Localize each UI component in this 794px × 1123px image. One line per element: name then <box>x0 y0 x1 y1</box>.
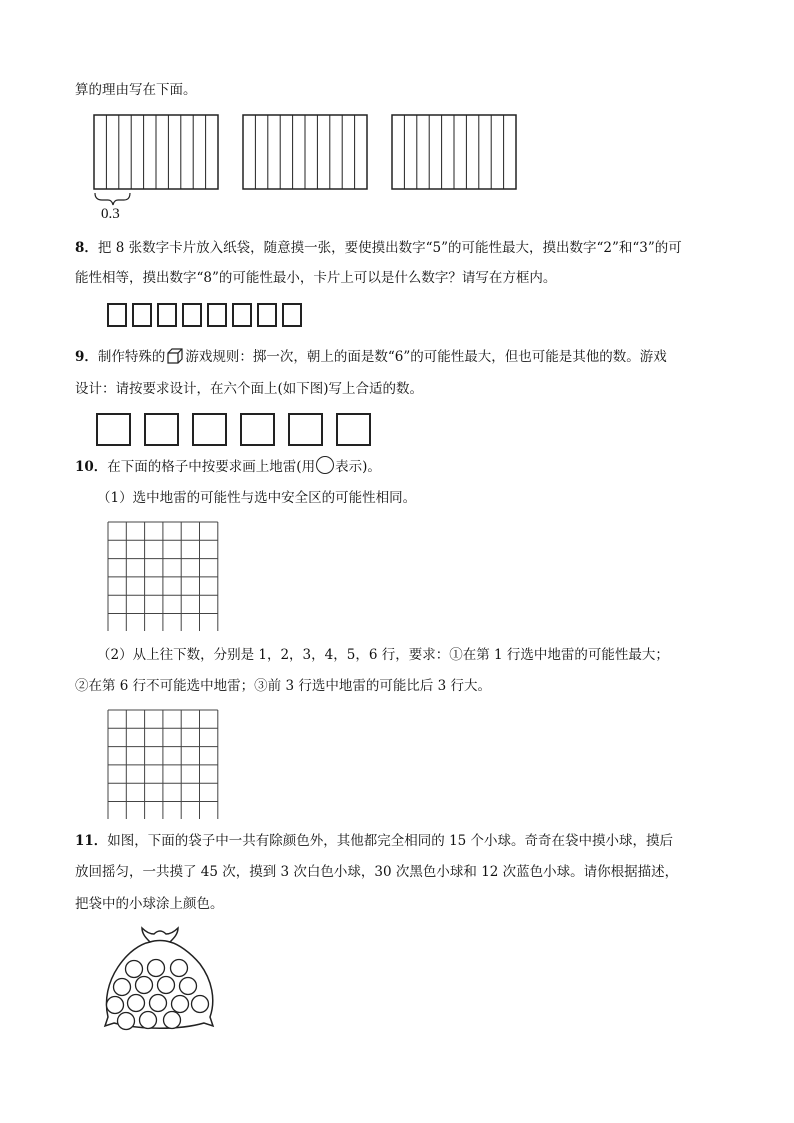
q10-text-1b: 表示)。 <box>335 459 381 475</box>
q10-part2-line1: （2）从上往下数，分别是 1，2，3，4，5，6 行，要求：①在第 1 行选中地雷的可能性最大； <box>97 647 669 663</box>
q9-face-box[interactable] <box>288 413 323 446</box>
q7-rect-3 <box>392 115 516 189</box>
ball[interactable] <box>128 995 145 1012</box>
q7-rect-1 <box>94 115 218 189</box>
ball[interactable] <box>136 977 153 994</box>
ball[interactable] <box>172 996 189 1013</box>
q8-card-box[interactable] <box>282 303 302 327</box>
bag-tie <box>142 928 178 942</box>
q11-bag <box>100 922 225 1037</box>
q7-rect-2 <box>243 115 367 189</box>
ball[interactable] <box>126 961 143 978</box>
q9-number: 9． <box>75 349 98 365</box>
q9-text-1b: 游戏规则：掷一次，朝上的面是数“6”的可能性最大，但也可能是其他的数。游戏 <box>185 349 667 365</box>
q8-card-box[interactable] <box>132 303 152 327</box>
q11-line2: 放回摇匀，一共摸了 45 次，摸到 3 次白色小球，30 次黑色小球和 12 次蓝色小球。请你根据描述， <box>75 864 679 880</box>
q9-face-box[interactable] <box>192 413 227 446</box>
ball[interactable] <box>107 997 124 1014</box>
q9-line2: 设计：请按要求设计，在六个面上(如下图)写上合适的数。 <box>75 381 424 397</box>
q7-brace <box>95 193 130 205</box>
q11-text-1: 如图，下面的袋子中一共有除颜色外，其他都完全相同的 15 个小球。奇奇在袋中摸小球，摸后 <box>107 833 674 849</box>
q8-card-box[interactable] <box>232 303 252 327</box>
ball[interactable] <box>148 960 165 977</box>
q8-card-box[interactable] <box>257 303 277 327</box>
q10-grid-2[interactable] <box>107 709 219 819</box>
intro-text: 算的理由写在下面。 <box>75 82 197 98</box>
ball[interactable] <box>114 979 131 996</box>
q8-number: 8． <box>75 240 98 256</box>
q8-card-box[interactable] <box>107 303 127 327</box>
ball[interactable] <box>150 995 167 1012</box>
q9-text-1a: 制作特殊的 <box>97 349 166 365</box>
q8-text-1: 把 8 张数字卡片放入纸袋，随意摸一张，要使摸出数字“5”的可能性最大，摸出数字“2”和“3”的可 <box>97 240 682 256</box>
q8-line2: 能性相等，摸出数字“8”的可能性最小，卡片上可以是什么数字？请写在方框内。 <box>75 270 557 286</box>
ball[interactable] <box>158 977 175 994</box>
q8-card-box[interactable] <box>157 303 177 327</box>
q10-part1: （1）选中地雷的可能性与选中安全区的可能性相同。 <box>97 490 417 506</box>
ball[interactable] <box>180 978 197 995</box>
cube-icon <box>166 347 184 365</box>
q9-face-box[interactable] <box>144 413 179 446</box>
q8-card-box[interactable] <box>207 303 227 327</box>
q8-line1 <box>75 238 682 258</box>
q11-line3: 把袋中的小球涂上颜色。 <box>75 896 224 912</box>
ball[interactable] <box>171 960 188 977</box>
ball[interactable] <box>192 996 209 1013</box>
q11-number: 11． <box>75 833 108 849</box>
ball[interactable] <box>164 1012 181 1029</box>
q9-face-box[interactable] <box>336 413 371 446</box>
circle-icon <box>316 456 334 474</box>
q11-line1 <box>75 831 673 851</box>
q10-text-1a: 在下面的格子中按要求画上地雷(用 <box>107 459 316 475</box>
q10-grid-1[interactable] <box>107 521 219 631</box>
q9-face-box[interactable] <box>240 413 275 446</box>
q10-part2-line2: ②在第 6 行不可能选中地雷；③前 3 行选中地雷的可能比后 3 行大。 <box>75 678 492 694</box>
q9-line1 <box>75 347 667 367</box>
q10-line1 <box>75 456 381 477</box>
q8-card-box[interactable] <box>182 303 202 327</box>
q7-bracket-label: 0.3 <box>101 206 120 222</box>
q10-number: 10． <box>75 459 108 475</box>
q9-face-box[interactable] <box>96 413 131 446</box>
ball[interactable] <box>140 1012 157 1029</box>
ball[interactable] <box>118 1013 135 1030</box>
q7-figure <box>90 110 530 225</box>
